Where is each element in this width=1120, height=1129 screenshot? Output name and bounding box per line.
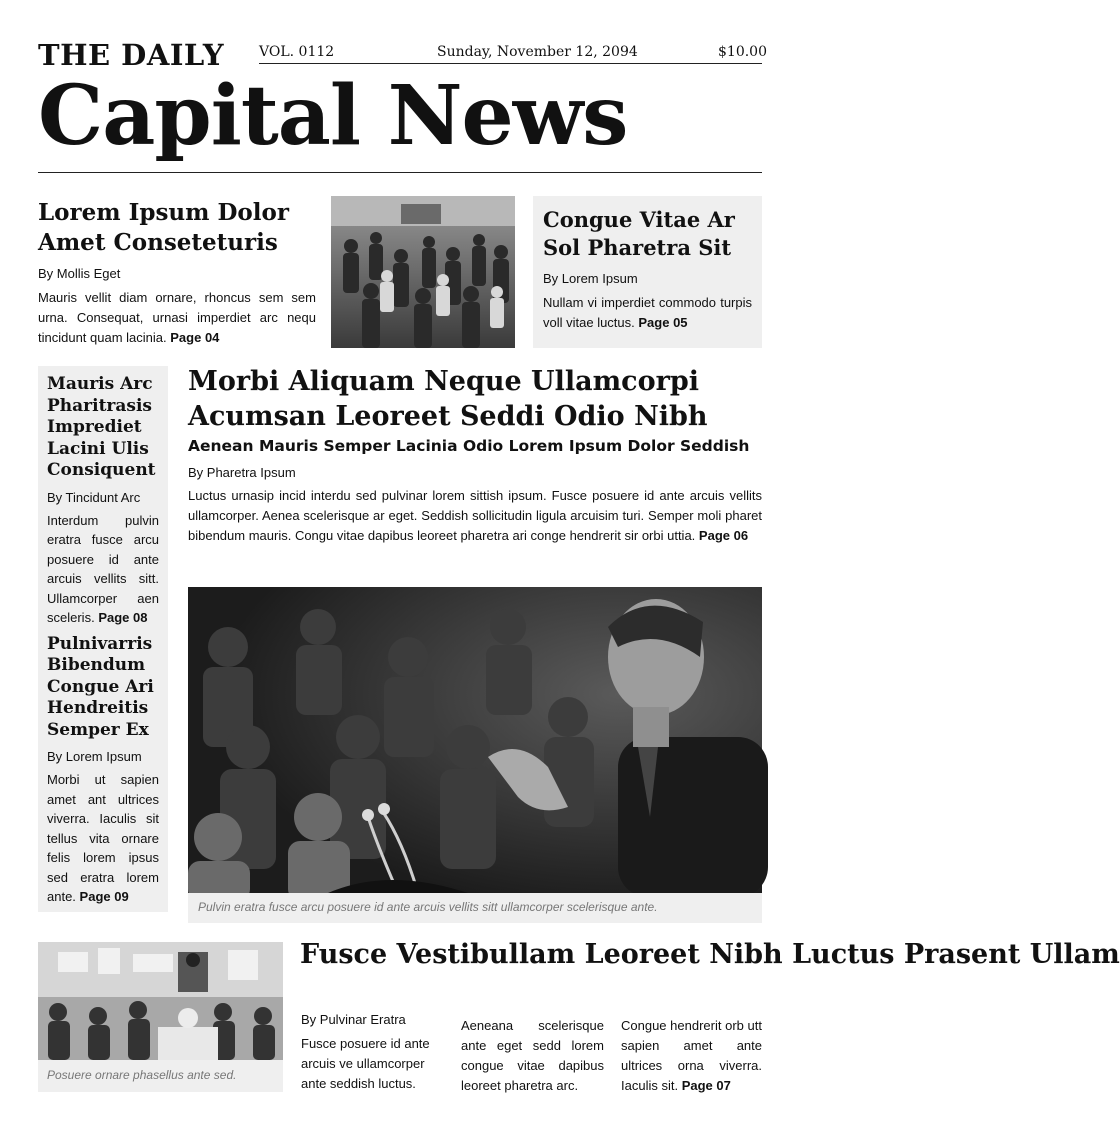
top-right-story	[533, 196, 762, 348]
lead-photo-caption: Pulvin eratra fusce arcu posuere id ante arcuis vellits sitt ullamcorper scelerisque ante.	[198, 900, 658, 914]
page-ref[interactable]: Page 05	[638, 315, 688, 330]
classroom-caption-bar	[38, 1060, 283, 1092]
bottom-body-col-3: Congue hendrerit orb utt sapien amet ante ultrices orna viverra. Iaculis sit. Page 07	[621, 1018, 762, 1093]
bottom-byline: By Pulvinar Eratra	[301, 1012, 406, 1027]
issue-price: $10.00	[718, 44, 767, 60]
story-byline: By Lorem Ipsum	[543, 271, 638, 286]
story-headline[interactable]: Congue Vitae Ar Sol Pharetra Sit	[543, 207, 735, 260]
lead-subhead: Aenean Mauris Semper Lacinia Odio Lorem Ipsum Dolor Seddish	[188, 437, 750, 455]
bottom-body-col-1: Fusce posuere id ante arcuis ve ullamcorper ante seddish luctus.	[301, 1036, 430, 1091]
lead-headline[interactable]: Morbi Aliquam Neque Ullamcorpi Acumsan Leoreet Seddi Odio Nibh	[188, 366, 708, 432]
story-headline[interactable]: Lorem Ipsum Dolor Amet Conseteturis	[38, 199, 289, 256]
masthead-top-rule	[259, 63, 762, 64]
top-left-story	[38, 198, 316, 348]
sidebar-byline-2: By Lorem Ipsum	[47, 749, 142, 764]
issue-date: Sunday, November 12, 2094	[437, 44, 638, 60]
bottom-story-col-2	[461, 1016, 604, 1096]
crowd-photo-art	[331, 196, 515, 348]
bottom-headline[interactable]: Fusce Vestibullam Leoreet Nibh Luctus Prasent Ullam	[300, 939, 1120, 970]
sidebar-body-2: Morbi ut sapien amet ant ultrices viverra. Iaculis sit tellus vita ornare felis lorem ipsus sed eratra lorem ante. Page 09	[47, 772, 159, 904]
classroom-photo	[38, 942, 283, 1060]
page-ref[interactable]: Page 08	[98, 610, 148, 625]
paper-title: Capital News	[38, 68, 628, 164]
masthead-kicker: THE DAILY	[38, 38, 225, 72]
bottom-body-col-2: Aeneana scelerisque ante eget sedd lorem congue vitae dapibus leoreet pharetra arc.	[461, 1018, 604, 1093]
bottom-story-col-1	[301, 1012, 444, 1094]
speaker-photo	[188, 587, 762, 893]
page-ref[interactable]: Page 06	[698, 528, 749, 543]
story-body: Nullam vi imperdiet commodo turpis voll vitae luctus. Page 05	[543, 295, 752, 330]
page-ref[interactable]: Page 09	[79, 889, 129, 904]
classroom-photo-caption: Posuere ornare phasellus ante sed.	[47, 1068, 237, 1082]
story-byline: By Mollis Eget	[38, 266, 121, 281]
lead-photo-caption-bar	[188, 893, 762, 923]
sidebar-headline-2[interactable]: Pulnivarris Bibendum Congue Ari Hendreitis Semper Ex	[47, 633, 154, 740]
volume-label: VOL. 0112	[259, 44, 335, 60]
speaker-photo-art	[188, 587, 762, 893]
left-sidebar	[38, 366, 168, 912]
masthead-bottom-rule	[38, 172, 762, 173]
sidebar-body-1: Interdum pulvin eratra fusce arcu posuere id ante arcuis vellits sitt. Ullamcorper aen sceleris. Page 08	[47, 512, 159, 625]
lead-body: Luctus urnasip incid interdu sed pulvinar lorem sittish ipsum. Fusce posuere id ante arcuis vellits ullamcorper. Aenea scelerisque ar eget. Seddish sollicitudin ligula arcuisim turi. Semper moli pharet bibendum mauris. Congu vitae dapibus leoreet pharetra ari conge hendrerit sir orbi uttia. Page 06	[188, 488, 762, 543]
bottom-story-col-3	[621, 1016, 762, 1096]
classroom-photo-art	[38, 942, 283, 1060]
sidebar-byline-1: By Tincidunt Arc	[47, 489, 141, 505]
page-ref[interactable]: Page 04	[170, 330, 220, 345]
sidebar-headline-1[interactable]: Mauris Arc Pharitrasis Imprediet Lacini Ulis Consiquent	[47, 374, 156, 480]
story-body: Mauris vellit diam ornare, rhoncus sem sem urna. Consequat, urnasi imperdiet arc nequ tincidunt quam lacinia. Page 04	[38, 290, 316, 345]
lead-byline: By Pharetra Ipsum	[188, 465, 296, 480]
bottom-story	[300, 936, 1120, 973]
page-ref[interactable]: Page 07	[681, 1078, 731, 1093]
crowd-photo	[331, 196, 515, 348]
lead-story	[188, 364, 762, 546]
